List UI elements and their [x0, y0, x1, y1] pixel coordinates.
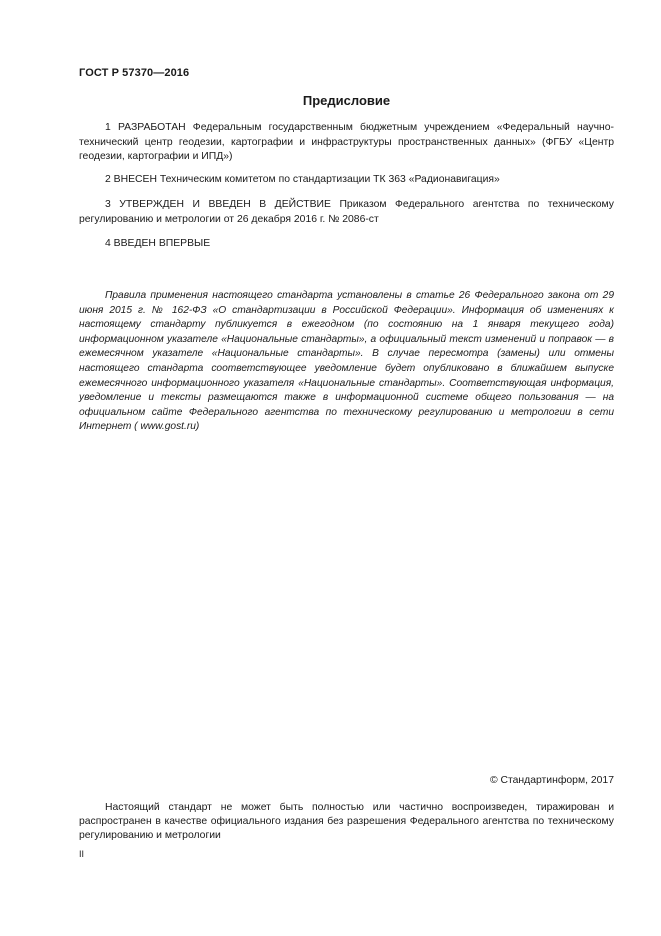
copyright: © Стандартинформ, 2017: [489, 775, 614, 786]
foreword-item-1: 1 РАЗРАБОТАН Федеральным государственным бюджетным учреждением «Федеральный научно-технический центр геодезии, картографии и инфраструктуры пространственных данных» (ФГБУ «Центр геодезии, картографии и ИПД»): [79, 122, 614, 163]
page-title: Предисловие: [302, 93, 391, 108]
foreword-item-2: 2 ВНЕСЕН Техническим комитетом по стандартизации ТК 363 «Радионавигация»: [105, 174, 500, 185]
rules-note: Правила применения настоящего стандарта установлены в статье 26 Федерального закона от 29 июня 2015 г. № 162-ФЗ «О стандартизации в Российской Федерации». Информация об изменениях к настоящему стандарту публикуется в ежегодном (по состоянию на 1 января текущего года) информационном указателе «Национальные стандарты», а официальный текст изменений и поправок — в ежемесячном указателе «Национальные стандарты». В случае пересмотра (замены) или отмены настоящего стандарта соответствующее уведомление будет опубликовано в ближайшем выпуске ежемесячного информационного указателя «Национальные стандарты». Соответствующая информация, уведомление и тексты размещаются также в информационной системе общего пользования — на официальном сайте Федерального агентства по техническому регулированию и метрологии в сети Интернет ( www.gost.ru): [79, 290, 614, 433]
foreword-item-3: 3 УТВЕРЖДЕН И ВВЕДЕН В ДЕЙСТВИЕ Приказом Федерального агентства по техническому регулированию и метрологии от 26 декабря 2016 г. № 2086-ст: [79, 199, 614, 225]
foreword-item-4: 4 ВВЕДЕН ВПЕРВЫЕ: [105, 238, 211, 249]
page-number: II: [79, 849, 85, 859]
standard-code: ГОСТ Р 57370—2016: [79, 67, 190, 79]
reproduction-notice: Настоящий стандарт не может быть полностью или частично воспроизведен, тиражирован и распространен в качестве официального издания без разрешения Федерального агентства по техническому регулированию и метрологии: [79, 802, 614, 842]
